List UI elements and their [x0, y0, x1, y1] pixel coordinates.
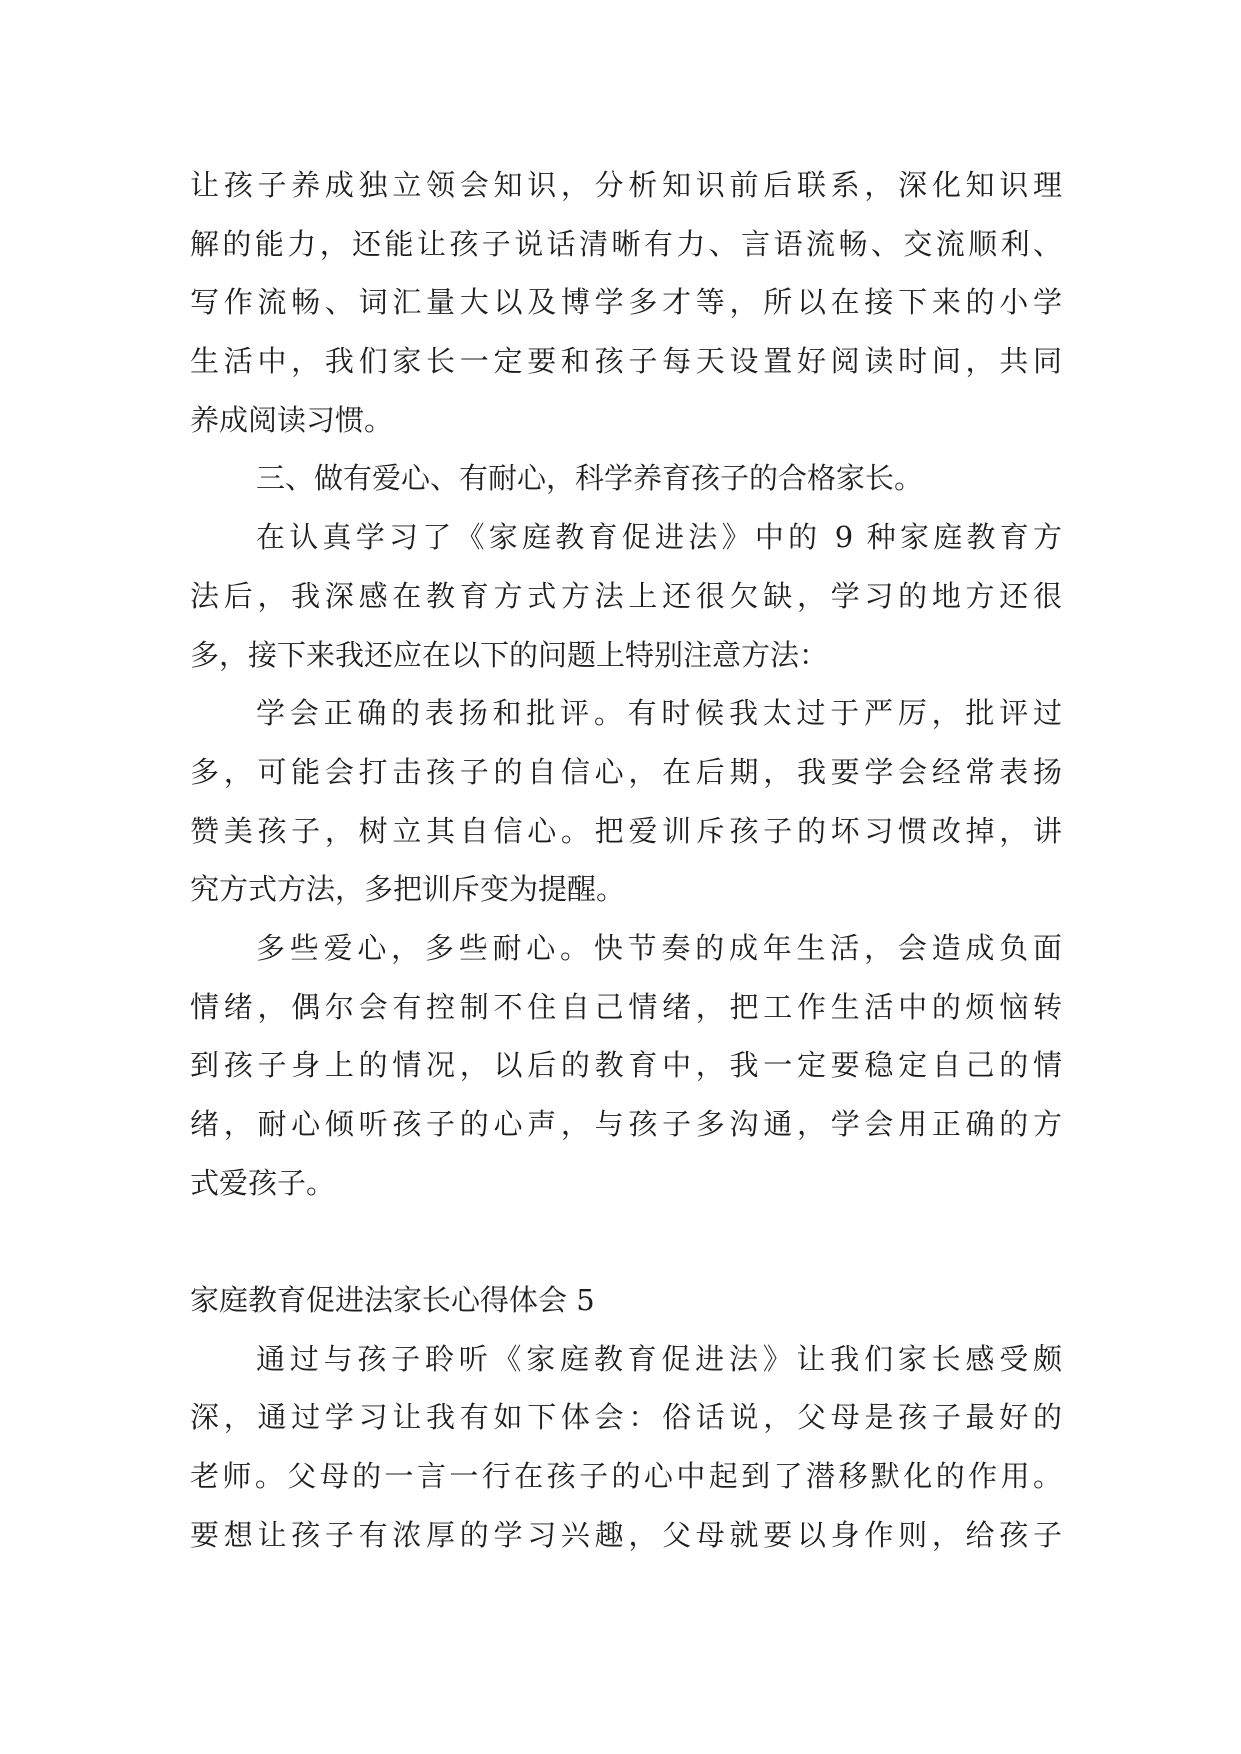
- text-line: 多，可能会打击孩子的自信心，在后期，我要学会经常表扬: [190, 754, 1062, 789]
- text-line: 多些爱心，多些耐心。快节奏的成年生活，会造成负面: [256, 930, 1062, 965]
- text-line: 绪，耐心倾听孩子的心声，与孩子多沟通，学会用正确的方: [190, 1107, 1062, 1141]
- paragraph-reading-benefits: [190, 156, 1062, 449]
- text-line: 深，通过学习让我有如下体会：俗话说，父母是孩子最好的: [190, 1400, 1062, 1435]
- text-line: 生活中，我们家长一定要和孩子每天设置好阅读时间，共同: [190, 344, 1062, 379]
- section-heading-three: 三、做有爱心、有耐心，科学养育孩子的合格家长。: [256, 461, 924, 496]
- text-line: 写作流畅、词汇量大以及博学多才等，所以在接下来的小学: [190, 285, 1062, 320]
- text-line: 法后，我深感在教育方式方法上还很欠缺，学习的地方还很: [190, 578, 1062, 613]
- text-line: 到孩子身上的情况，以后的教育中，我一定要稳定自己的情: [190, 1048, 1062, 1083]
- paragraph-spacer: [190, 1212, 1062, 1271]
- text-line: 要想让孩子有浓厚的学习兴趣，父母就要以身作则，给孩子: [190, 1517, 1062, 1552]
- document-body: [190, 156, 1062, 1565]
- paragraph-article-five-intro: [190, 1330, 1062, 1565]
- text-line: 通过与孩子聆听《家庭教育促进法》让我们家长感受颇: [256, 1341, 1062, 1376]
- text-line: 究方式方法，多把训斥变为提醒。: [190, 872, 626, 907]
- text-line: 养成阅读习惯。: [190, 402, 394, 437]
- text-line: 解的能力，还能让孩子说话清晰有力、言语流畅、交流顺利、: [190, 226, 1062, 261]
- text-line: 在认真学习了《家庭教育促进法》中的 9 种家庭教育方: [256, 520, 1062, 555]
- text-line: 老师。父母的一言一行在孩子的心中起到了潜移默化的作用。: [190, 1459, 1062, 1494]
- text-line: 式爱孩子。: [190, 1165, 336, 1200]
- text-line: 学会正确的表扬和批评。有时候我太过于严厉，批评过: [256, 696, 1062, 731]
- text-line: 多，接下来我还应在以下的问题上特别注意方法：: [190, 637, 829, 672]
- text-line: 让孩子养成独立领会知识，分析知识前后联系，深化知识理: [190, 168, 1062, 202]
- paragraph-love-and-patience: [190, 919, 1062, 1212]
- paragraph-education-methods: [190, 508, 1062, 684]
- text-line: 情绪，偶尔会有控制不住自己情绪，把工作生活中的烦恼转: [190, 989, 1062, 1024]
- text-line: 赞美孩子，树立其自信心。把爱训斥孩子的坏习惯改掉，讲: [190, 813, 1062, 848]
- article-title: 家庭教育促进法家长心得体会 5: [190, 1283, 595, 1318]
- paragraph-praise-and-criticism: [190, 684, 1062, 919]
